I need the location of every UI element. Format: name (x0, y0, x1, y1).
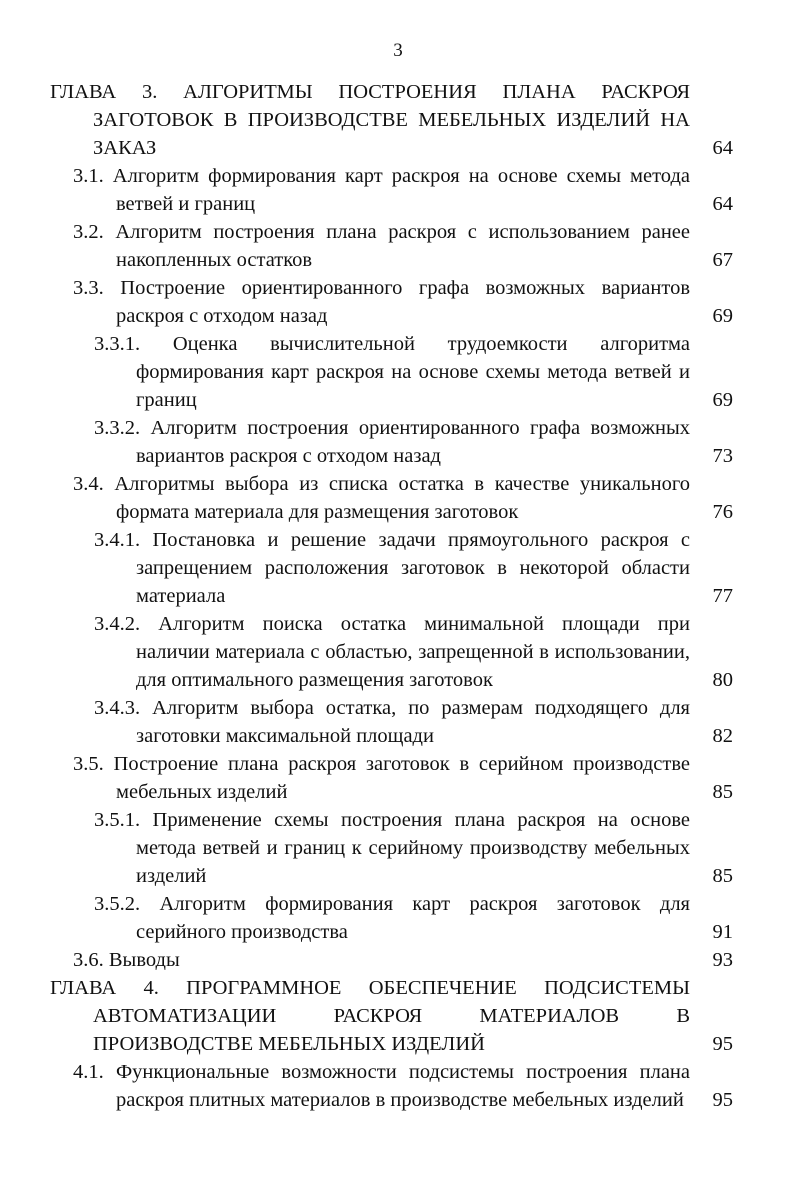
toc-entry-3-5 (0, 750, 796, 806)
toc-entry-page: 64 (712, 137, 733, 159)
toc-entry-3-4-2 (0, 610, 796, 694)
toc-entry-title: 3.3.1. Оценка вычислительной трудоемкости алгоритма формирования карт раскроя на основе схемы метода ветвей и границ (94, 333, 690, 411)
toc-entry-title: 3.5. Построение плана раскроя заготовок в серийном производстве мебельных изделий (73, 753, 690, 803)
toc-entry-page: 80 (712, 669, 733, 691)
toc-entry-title: 3.4. Алгоритмы выбора из списка остатка в качестве уникального формата материала для размещения заготовок (73, 473, 690, 523)
toc-entry-3-5-1 (0, 806, 796, 890)
toc-entry-3-4-1 (0, 526, 796, 610)
toc-entry-title: 3.6. Выводы (73, 949, 180, 971)
toc-entry-page: 82 (712, 725, 733, 747)
toc-entry-page: 69 (712, 305, 733, 327)
toc-entry-3-3 (0, 274, 796, 330)
toc-entry-3-3-1 (0, 330, 796, 414)
toc-entry-chapter-4 (0, 974, 796, 1058)
toc-entry-page: 95 (712, 1033, 733, 1055)
toc-entry-page: 91 (712, 921, 733, 943)
toc-entry-title: 3.3.2. Алгоритм построения ориентированного графа возможных вариантов раскроя с отходом назад (94, 417, 690, 467)
toc-entry-title: 3.1. Алгоритм формирования карт раскроя на основе схемы метода ветвей и границ (73, 165, 690, 215)
toc-entry-title: 3.3. Построение ориентированного графа возможных вариантов раскроя с отходом назад (73, 277, 690, 327)
toc-entry-page: 73 (712, 445, 733, 467)
toc-entry-title: 3.2. Алгоритм построения плана раскроя с использованием ранее накопленных остатков (73, 221, 690, 271)
toc-entry-3-3-2 (0, 414, 796, 470)
toc-entry-page: 85 (712, 781, 733, 803)
toc-entry-title: 3.4.3. Алгоритм выбора остатка, по размерам подходящего для заготовки максимальной площади (94, 697, 690, 747)
toc-entry-3-4-3 (0, 694, 796, 750)
toc-entry-3-2 (0, 218, 796, 274)
toc-entry-title: 4.1. Функциональные возможности подсистемы построения плана раскроя плитных материалов в производстве мебельных изделий (73, 1061, 690, 1111)
toc-entry-title: 3.5.1. Применение схемы построения плана раскроя на основе метода ветвей и границ к серийному производству мебельных изделий (94, 809, 690, 887)
toc-entry-page: 64 (712, 193, 733, 215)
toc-entry-4-1 (0, 1058, 796, 1114)
toc-entry-page: 93 (712, 949, 733, 971)
toc-entry-page: 95 (712, 1089, 733, 1111)
toc-entry-title: 3.5.2. Алгоритм формирования карт раскроя заготовок для серийного производства (94, 893, 690, 943)
page-number: 3 (393, 40, 403, 61)
toc-entry-title: ГЛАВА 3. АЛГОРИТМЫ ПОСТРОЕНИЯ ПЛАНА РАСКРОЯ ЗАГОТОВОК В ПРОИЗВОДСТВЕ МЕБЕЛЬНЫХ ИЗДЕЛИЙ НА ЗАКАЗ (50, 81, 690, 159)
toc-entry-page: 85 (712, 865, 733, 887)
toc-entry-3-4 (0, 470, 796, 526)
toc-entry-title: 3.4.1. Постановка и решение задачи прямоугольного раскроя с запрещением расположения заготовок в некоторой области материала (94, 529, 690, 607)
toc-entry-chapter-3 (0, 78, 796, 162)
toc-entry-page: 77 (712, 585, 733, 607)
toc-entry-page: 76 (712, 501, 733, 523)
toc-entry-3-5-2 (0, 890, 796, 946)
toc-entry-page: 67 (712, 249, 733, 271)
toc-entry-title: 3.4.2. Алгоритм поиска остатка минимальной площади при наличии материала с областью, запрещенной в использовании, для оптимального размещения заготовок (94, 613, 690, 691)
toc-entry-3-1 (0, 162, 796, 218)
toc-entry-page: 69 (712, 389, 733, 411)
toc-entry-title: ГЛАВА 4. ПРОГРАММНОЕ ОБЕСПЕЧЕНИЕ ПОДСИСТЕМЫ АВТОМАТИЗАЦИИ РАСКРОЯ МАТЕРИАЛОВ В ПРОИЗВОДСТВЕ МЕБЕЛЬНЫХ ИЗДЕЛИЙ (50, 977, 690, 1055)
toc-entry-3-6 (0, 946, 796, 974)
table-of-contents (0, 78, 796, 1114)
